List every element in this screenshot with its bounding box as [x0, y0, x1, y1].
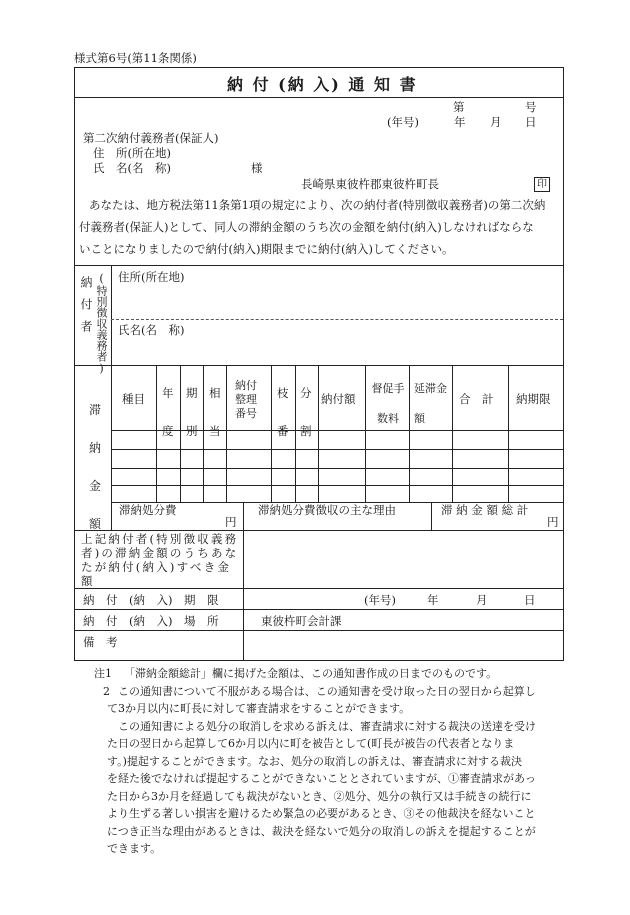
deadline-label: 納 付 (納 入) 期 限 [83, 593, 219, 607]
table-row [111, 468, 563, 469]
note-1: 「滞納金額総計」欄に掲げた金額は、この通知書作成の日までのものです。 [124, 667, 498, 680]
col-equivalent: 相当 [209, 386, 221, 438]
note-1-number: 注1 [94, 667, 112, 680]
section-divider-2 [75, 365, 563, 366]
number-prefix: 第 [453, 100, 465, 114]
payer-name-label: 氏名(名 称) [118, 323, 185, 337]
col-period: 期別 [186, 386, 198, 438]
col-total: 合 計 [459, 392, 494, 406]
place-value: 東彼杵町会計課 [261, 614, 342, 628]
recipient-name-label: 氏 名(名 称) [93, 161, 171, 175]
col-divider [409, 365, 410, 502]
issue-date-day: 日 [525, 115, 537, 129]
col-divider [271, 365, 272, 502]
disposal-cost-label: 滞納処分費 [119, 503, 177, 517]
arrears-label: 滞納金額 [89, 403, 102, 531]
deadline-month: 月 [476, 593, 488, 607]
payer-label-divider [111, 265, 112, 365]
col-item: 種目 [122, 392, 145, 406]
body-line-1: あなたは、地方税法第11条第1項の規定により、次の納付者(特別徴収義務者)の第二次納 [89, 198, 546, 212]
col-installment: 分割 [300, 386, 312, 438]
disposal-reason-label: 滞納処分費徴収の主な理由 [258, 503, 396, 517]
note-2-line-9: につき正当な理由があるときは、裁決を経ないで処分の取消しの訴えを提起することが [107, 825, 536, 838]
col-divider [295, 365, 296, 502]
col-amount: 納付額 [321, 392, 356, 406]
col-deadline: 納期限 [516, 392, 551, 406]
note-2-line-10: できます。 [107, 842, 162, 855]
issue-date-year: 年 [454, 115, 466, 129]
payable-divider [243, 530, 244, 588]
issuer-name: 長崎県東彼杵郡東彼杵町長 [301, 177, 439, 191]
note-2-line-6: を経た後でなければ提起することができないこととされていますが、①審査請求があっ [107, 772, 536, 785]
deadline-day: 日 [524, 593, 536, 607]
payer-label: 納付者 [79, 276, 93, 342]
col-reminder-fee: 督促手数料 [371, 382, 405, 425]
place-divider [243, 609, 244, 630]
remarks-label: 備 考 [83, 635, 118, 649]
col-divider [180, 365, 181, 502]
payer-dash-divider [111, 319, 563, 320]
section-divider-5 [75, 609, 563, 610]
recipient-address-label: 住 所(所在地) [93, 146, 171, 160]
summary-divider [243, 502, 244, 530]
col-divider [508, 365, 509, 502]
deadline-year: 年 [427, 593, 439, 607]
section-divider-6 [75, 630, 563, 631]
col-divider [156, 365, 157, 502]
total-arrears-label: 滞 納 金 額 総 計 [441, 503, 529, 517]
note-2-line-3: この通知書による処分の取消しを求める訴えは、審査請求に対する裁決の送達を受け [118, 720, 536, 733]
section-divider-1 [75, 265, 563, 266]
seal-mark: 印 [534, 177, 550, 192]
place-label: 納 付 (納 入) 場 所 [83, 614, 219, 628]
document-title: 納 付 (納 入) 通 知 書 [227, 75, 418, 94]
deadline-era: (年号) [364, 593, 396, 607]
note-2-line-4: た日の翌日から起算して6か月以内に町を被告として(町長が被告の代表者となりま [107, 737, 515, 750]
col-divider [226, 365, 227, 502]
honorific: 様 [251, 161, 263, 175]
col-year: 年度 [162, 386, 174, 438]
col-divider [203, 365, 204, 502]
note-2-line-8: より生ずる著しい損害を避けるため緊急の必要があるとき、③その他裁決を経ないこと [107, 807, 536, 820]
table-row [111, 449, 563, 450]
payable-amount-label: 上記納付者(特別徴収義務者)の滞納金額のうちあなたが納付(納入)すべき金額 [81, 532, 239, 588]
section-divider-4 [75, 588, 563, 589]
deadline-divider [243, 588, 244, 609]
issue-date-era: (年号) [387, 115, 419, 129]
section-divider-3 [75, 530, 563, 531]
payer-address-label: 住所(所在地) [118, 270, 185, 284]
number-suffix: 号 [525, 100, 537, 114]
notice-form [74, 67, 564, 661]
summary-divider [431, 502, 432, 530]
note-2-line-1: この通知書について不服がある場合は、この通知書を受け取った日の翌日から起算し [118, 685, 536, 698]
note-2-number: 2 [103, 685, 110, 698]
note-2-line-2: て3か月以内に町長に対して審査請求をすることができます。 [107, 702, 411, 715]
col-divider [365, 365, 366, 502]
col-divider [452, 365, 453, 502]
body-line-2: 付義務者(保証人)として、同人の滞納金額のうち次の金額を納付(納入)しなければならな [79, 220, 534, 234]
remarks-divider [243, 630, 244, 661]
col-late-fee: 延滞金額 [414, 382, 447, 425]
title-divider [75, 97, 563, 98]
note-2-line-5: す。)提起することができます。なお、処分の取消しの訴えは、審査請求に対する裁決 [107, 755, 523, 768]
table-row [111, 430, 563, 431]
col-ref-number: 納付整理番号 [235, 379, 257, 420]
body-line-3: いことになりましたので納付(納入)期限までに納付(納入)してください。 [79, 242, 454, 256]
disposal-cost-yen: 円 [225, 515, 237, 529]
arrears-label-divider [111, 365, 112, 530]
recipient-label: 第二次納付義務者(保証人) [83, 131, 219, 145]
table-row [111, 485, 563, 486]
col-branch: 枝番 [277, 386, 289, 438]
form-number: 様式第6号(第11条関係) [74, 51, 197, 65]
total-arrears-yen: 円 [547, 515, 559, 529]
payer-sublabel: (特別徴収義務者) [95, 272, 108, 375]
col-divider [318, 365, 319, 502]
issue-date-month: 月 [490, 115, 502, 129]
note-2-line-7: た日から3か月を経過しても裁決がないとき、②処分、処分の執行又は手続きの続行に [107, 790, 532, 803]
